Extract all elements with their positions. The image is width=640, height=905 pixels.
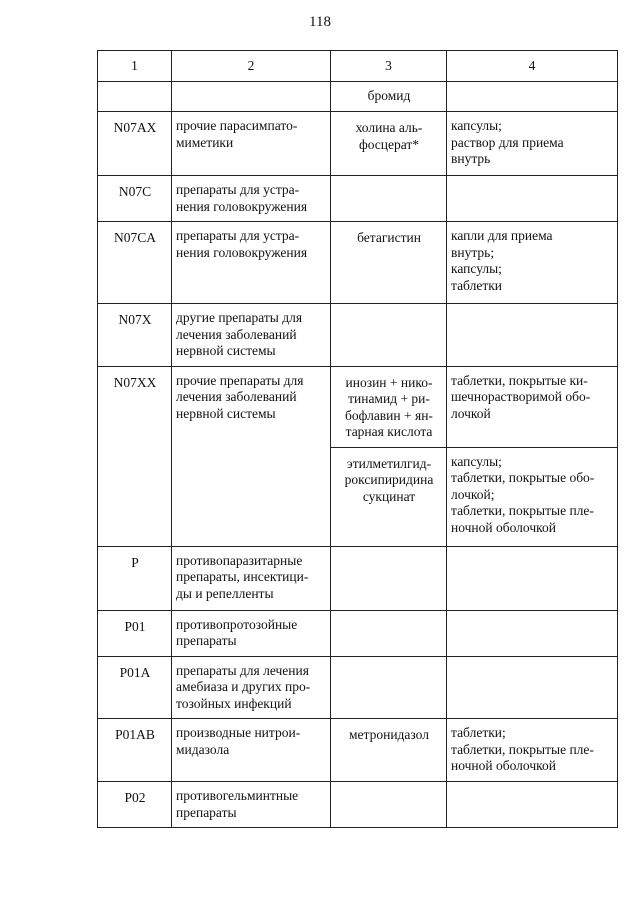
cell-line: тозойных инфекций <box>176 695 292 711</box>
drug-name-cell <box>331 656 447 718</box>
dosage-form-cell <box>447 656 618 718</box>
dosage-form-cell <box>447 176 618 222</box>
column-header-3: 3 <box>331 51 447 82</box>
group-name-cell <box>172 176 331 222</box>
group-name-cell <box>172 112 331 176</box>
cell-line: лочкой; <box>451 486 495 502</box>
cell-line: нения головокружения <box>176 244 308 260</box>
cell-line: противопротозойные <box>176 616 298 632</box>
column-header-4: 4 <box>447 51 618 82</box>
drug-name-cell <box>331 719 447 782</box>
cell-line: мидазола <box>176 741 230 757</box>
dosage-form-cell <box>447 719 618 782</box>
cell-line: шечнорастворимой обо- <box>451 389 591 405</box>
table-row <box>98 656 618 718</box>
cell-line: нервной системы <box>176 343 276 359</box>
dosage-form-cell <box>447 782 618 828</box>
group-name-cell <box>172 610 331 656</box>
dosage-form-cell <box>447 366 618 447</box>
drug-name-cell <box>331 82 447 112</box>
cell-line: ночной оболочкой <box>451 758 556 774</box>
dosage-form-cell <box>447 546 618 610</box>
dosage-form-cell <box>447 304 618 366</box>
cell-line: раствор для приема <box>451 134 564 150</box>
dosage-form-cell <box>447 610 618 656</box>
cell-line: нервной системы <box>176 405 276 421</box>
group-name-cell <box>172 782 331 828</box>
cell-line: нения головокружения <box>176 198 308 214</box>
cell-line: таблетки, покрытые ки- <box>451 372 588 388</box>
atc-code-cell: N07X <box>98 304 172 366</box>
group-name-cell <box>172 366 331 546</box>
atc-code-cell: P01AB <box>98 719 172 782</box>
cell-line: сукцинат <box>362 488 416 504</box>
cell-line: фосцерат* <box>358 136 420 152</box>
table-row <box>98 304 618 366</box>
drug-classification-table <box>97 50 618 828</box>
cell-line: лочкой <box>451 405 491 421</box>
cell-line: бромид <box>367 88 411 104</box>
table-row <box>98 366 618 447</box>
cell-line: таблетки <box>451 277 503 293</box>
cell-line: таблетки, покрытые обо- <box>451 470 595 486</box>
cell-line: лечения заболеваний <box>176 389 297 405</box>
page-number: 118 <box>309 14 331 30</box>
cell-line: производные нитрои- <box>176 725 301 741</box>
table-row <box>98 782 618 828</box>
cell-line: препараты для устра- <box>176 182 300 198</box>
drug-name-cell <box>331 546 447 610</box>
cell-line: препараты для устра- <box>176 228 300 244</box>
cell-line: амебиаза и других про- <box>176 679 311 695</box>
cell-line: капсулы; <box>451 118 502 134</box>
cell-line: этилметилгид- <box>346 455 432 471</box>
group-name-cell <box>172 222 331 304</box>
cell-line: таблетки, покрытые пле- <box>451 503 594 519</box>
group-name-cell <box>172 719 331 782</box>
cell-line: метронидазол <box>349 727 429 743</box>
cell-line: препараты <box>176 633 237 649</box>
column-header-2: 2 <box>172 51 331 82</box>
cell-line: противогельминтные <box>176 788 299 804</box>
drug-name-cell <box>331 222 447 304</box>
cell-line: внутрь; <box>451 244 495 260</box>
table-row <box>98 112 618 176</box>
atc-code-cell: N07XX <box>98 366 172 546</box>
cell-line: миметики <box>176 134 234 150</box>
cell-line: лечения заболеваний <box>176 326 297 342</box>
atc-code-cell: P <box>98 546 172 610</box>
cell-line: тарная кислота <box>345 424 433 440</box>
drug-name-cell <box>331 782 447 828</box>
atc-code-cell: P01A <box>98 656 172 718</box>
dosage-form-cell <box>447 222 618 304</box>
cell-line: таблетки; <box>451 725 506 741</box>
table-row <box>98 546 618 610</box>
atc-code-cell: N07CA <box>98 222 172 304</box>
cell-line: ночной оболочкой <box>451 519 556 535</box>
column-header-1: 1 <box>98 51 172 82</box>
cell-line: противопаразитарные <box>176 552 303 568</box>
cell-line: тинамид + ри- <box>348 391 430 407</box>
cell-line: ды и репелленты <box>176 585 274 601</box>
table-row <box>98 176 618 222</box>
table-header-row <box>98 51 618 82</box>
cell-line: бетагистин <box>357 230 421 246</box>
drug-name-cell <box>331 447 447 546</box>
cell-line: капли для приема <box>451 228 553 244</box>
drug-name-cell <box>331 176 447 222</box>
group-name-cell <box>172 304 331 366</box>
atc-code-cell <box>98 82 172 112</box>
drug-name-cell <box>331 304 447 366</box>
atc-code-cell: N07C <box>98 176 172 222</box>
cell-line: капсулы; <box>451 453 502 469</box>
group-name-cell <box>172 82 331 112</box>
group-name-cell <box>172 656 331 718</box>
group-name-cell <box>172 546 331 610</box>
cell-line: таблетки, покрытые пле- <box>451 741 594 757</box>
drug-name-cell <box>331 366 447 447</box>
cell-line: внутрь <box>451 151 491 167</box>
dosage-form-cell <box>447 82 618 112</box>
table-row <box>98 610 618 656</box>
cell-line: препараты, инсектици- <box>176 569 309 585</box>
cell-line: другие препараты для <box>176 310 303 326</box>
table-row <box>98 222 618 304</box>
drug-name-cell <box>331 112 447 176</box>
cell-line: бофлавин + ян- <box>345 407 433 423</box>
cell-line: инозин + нико- <box>345 374 433 390</box>
dosage-form-cell <box>447 447 618 546</box>
atc-code-cell: N07AX <box>98 112 172 176</box>
dosage-form-cell <box>447 112 618 176</box>
cell-line: препараты <box>176 804 237 820</box>
cell-line: препараты для лечения <box>176 662 309 678</box>
drug-name-cell <box>331 610 447 656</box>
cell-line: роксипиридина <box>344 472 434 488</box>
cell-line: прочие парасимпато- <box>176 118 298 134</box>
table-row <box>98 82 618 112</box>
cell-line: капсулы; <box>451 261 502 277</box>
cell-line: прочие препараты для <box>176 372 304 388</box>
cell-line: холина аль- <box>355 120 423 136</box>
atc-code-cell: P01 <box>98 610 172 656</box>
atc-code-cell: P02 <box>98 782 172 828</box>
table-row <box>98 719 618 782</box>
